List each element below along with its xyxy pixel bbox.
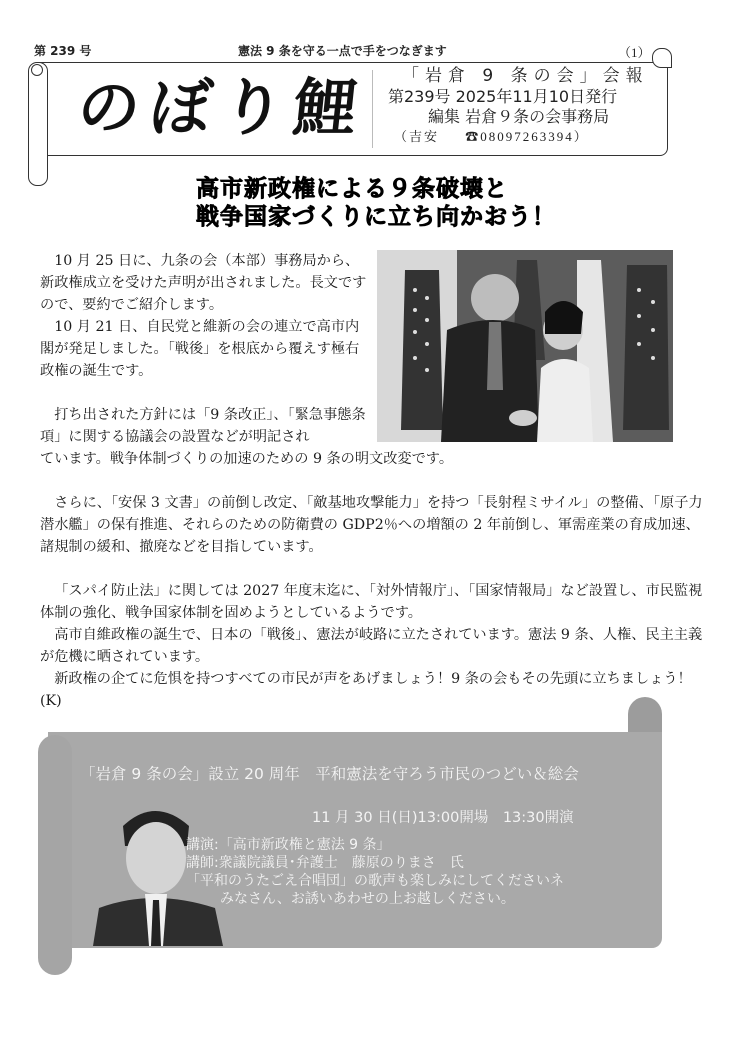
issue-number: 第 239 号: [34, 44, 92, 58]
event-title: 「岩倉 9 条の会」設立 20 周年 平和憲法を守ろう市民のつどい＆総会: [80, 765, 579, 783]
editor: 編集 岩倉９条の会事務局: [428, 107, 610, 126]
banner-roll-left-icon: [38, 735, 72, 975]
publisher-name: 「岩倉 9 条の会」会報: [402, 66, 649, 86]
article-paragraph: 打ち出された方針には「9 条改正」、「緊急事態条項」に関する協議会の設置などが明記され: [40, 407, 366, 445]
event-lecture: 講演:「高市新政権と憲法 9 条」: [186, 837, 391, 853]
event-choir: 「平和のうたごえ合唱団」の歌声も楽しみにしてくださいネ: [186, 873, 564, 889]
issue-date: 第239号 2025年11月10日発行: [388, 87, 618, 106]
phone-number: 08097263394）: [480, 129, 589, 144]
headline-line1: 高市新政権による９条破壊と: [196, 176, 508, 202]
contact-name: （吉安: [394, 129, 440, 144]
article-paragraph: 10 月 21 日、自民党と維新の会の連立で高市内閣が発足しました。「戦後」を根底から覆えす極右政権の誕生です。: [40, 319, 360, 379]
headline: [196, 175, 556, 231]
event-details: [186, 836, 564, 908]
scroll-roll-right-icon: [652, 48, 672, 68]
scroll-curl-icon: [31, 64, 43, 76]
article-intro: [40, 250, 370, 448]
phone-icon: ☎: [465, 129, 481, 144]
headline-line2: 戦争国家づくりに立ち向かおう！: [196, 204, 556, 230]
event-speaker: 講師:衆議院議員･弁護士 藤原のりまさ 氏: [186, 855, 464, 871]
article-paragraph: 「スパイ防止法」に関しては 2027 年度末迄に、「対外情報庁」、「国家情報局」など設置し、市民監視体制の強化、戦争国家体制を固めようとしているようです。: [40, 583, 703, 621]
header-slogan: 憲法 9 条を守る一点で手をつなぎます: [238, 44, 447, 58]
event-invite: みなさん、お誘いあわせの上お越しください。: [220, 891, 515, 907]
scroll-roll-left-icon: [28, 62, 48, 186]
article-paragraph: ています。戦争体制づくりの加速のための 9 条の明文改変です。: [40, 451, 454, 467]
photo-image: [377, 250, 673, 442]
article-paragraph: さらに、「安保 3 文書」の前倒し改定、「敵基地攻撃能力」を持つ「長射程ミサイル」の整備、「原子力潜水艦」の保有推進、それらのための防衛費の GDP2％への増額の 2 年前倒し、軍需産業の育成加速、諸規制の緩和、撤廃などを目指しています。: [40, 495, 703, 555]
article-paragraph: 高市自維政権の誕生で、日本の「戦後」、憲法が岐路に立たされています。憲法 9 条、人権、民主主義が危機に晒されています。: [40, 627, 703, 665]
article-paragraph: 新政権の企てに危惧を持つすべての市民が声をあげましょう！9 条の会もその先頭に立ちましょう！(K): [40, 671, 692, 709]
masthead-divider: [372, 70, 373, 148]
article-body: [40, 448, 710, 712]
page-number: （1）: [618, 45, 651, 60]
handshake-photo: [377, 250, 673, 442]
event-datetime: 11 月 30 日(日)13:00開場 13:30開演: [312, 810, 574, 826]
newsletter-logo: のぼり鯉: [74, 71, 370, 144]
contact: [394, 127, 658, 147]
masthead-info: [388, 66, 658, 147]
article-paragraph: 10 月 25 日に、九条の会（本部）事務局から、新政権成立を受けた声明が出されました。長文ですので、要約でご紹介します。: [40, 253, 367, 313]
